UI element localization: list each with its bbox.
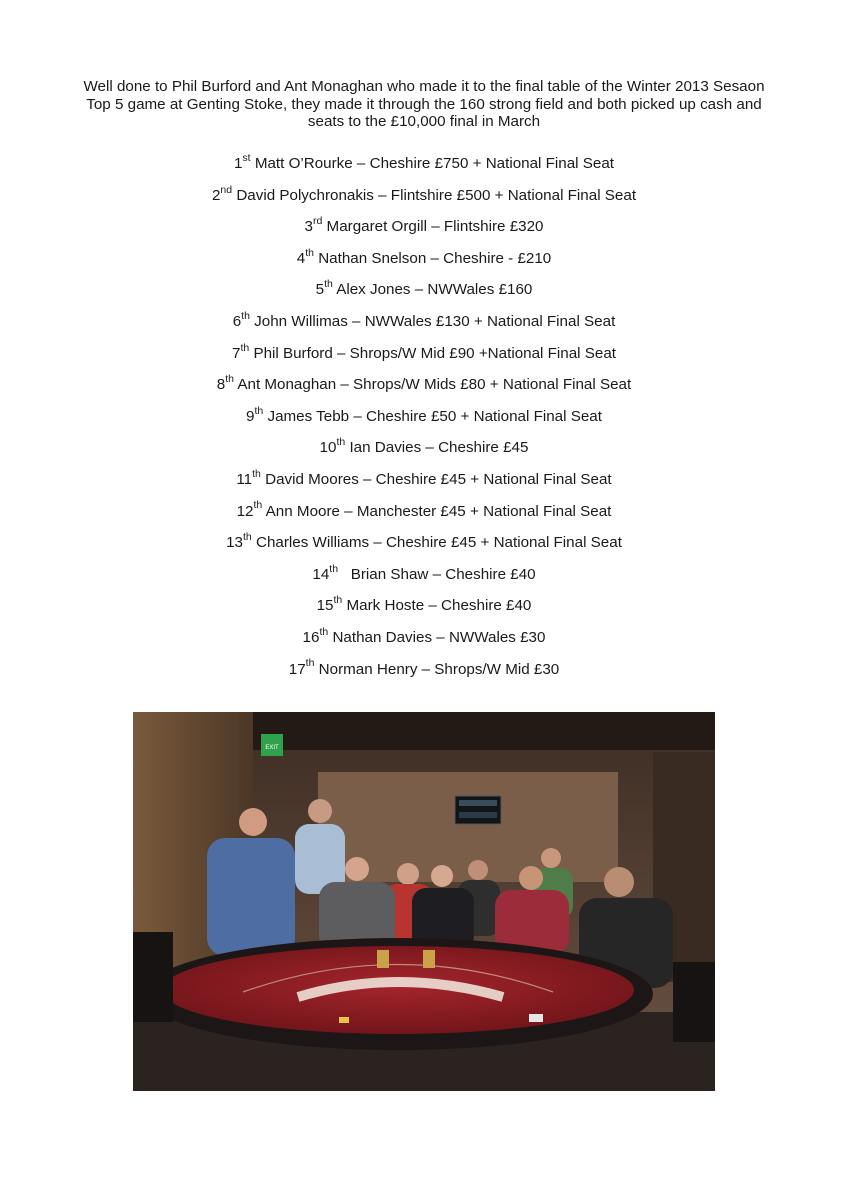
- result-row: 13th Charles Williams – Cheshire £45 + National Final Seat: [226, 531, 622, 552]
- chair: [673, 962, 715, 1042]
- result-row: 9th James Tebb – Cheshire £50 + National Final Seat: [246, 404, 602, 425]
- result-row: 3rd Margaret Orgill – Flintshire £320: [304, 215, 544, 236]
- result-row: 7th Phil Burford – Shrops/W Mid £90 +National Final Seat: [231, 341, 617, 362]
- exit-sign-label: EXIT: [265, 745, 279, 751]
- result-row: 6th John Willimas – NWWales £130 + National Final Seat: [232, 309, 616, 330]
- result-row: 11th David Moores – Cheshire £45 + National Final Seat: [236, 467, 612, 488]
- result-row: 15th Mark Hoste – Cheshire £40: [316, 594, 532, 615]
- result-row: 16th Nathan Davies – NWWales £30: [302, 625, 546, 646]
- table-felt: [162, 946, 634, 1034]
- result-row: 4th Nathan Snelson – Cheshire - £210: [296, 246, 552, 267]
- result-row: 2nd David Polychronakis – Flintshire £500 + National Final Seat: [211, 183, 637, 204]
- result-row: 14th Brian Shaw – Cheshire £40: [312, 562, 536, 583]
- intro-paragraph: Well done to Phil Burford and Ant Monaghan who made it to the final table of the Winter 2013 Sesaon Top 5 game at Genting Stoke, they made it through the 160 strong field and both picked up cash and seats to the £10,000 final in March: [83, 78, 765, 130]
- result-row: 1st Matt O’Rourke – Cheshire £750 + National Final Seat: [233, 151, 615, 172]
- result-row: 8th Ant Monaghan – Shrops/W Mids £80 + National Final Seat: [216, 373, 632, 394]
- group-photo: [133, 712, 715, 1091]
- chair: [133, 932, 173, 1022]
- results-list: [0, 148, 848, 685]
- result-row: 12th Ann Moore – Manchester £45 + National Final Seat: [236, 499, 612, 520]
- trophy-left: [377, 950, 389, 968]
- result-row: 10th Ian Davies – Cheshire £45: [319, 436, 529, 457]
- trophy-right: [423, 950, 435, 968]
- result-row: 5th Alex Jones – NWWales £160: [315, 278, 533, 299]
- result-row: 17th Norman Henry – Shrops/W Mid £30: [288, 657, 560, 678]
